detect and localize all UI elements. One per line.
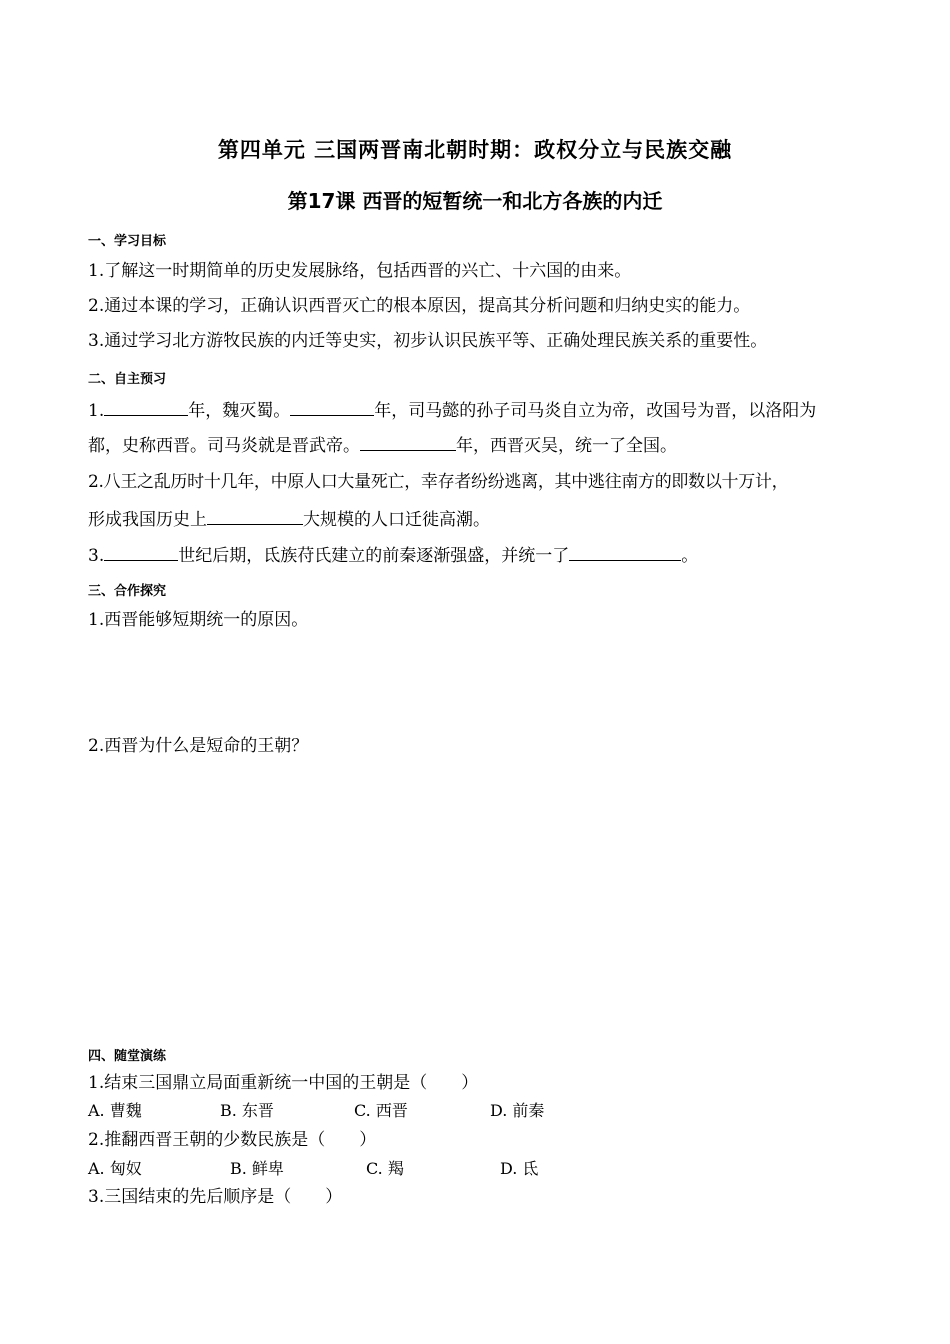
practice-question-2: 2.推翻西晋王朝的少数民族是（ ） <box>88 1130 377 1150</box>
explore-item: 2.西晋为什么是短命的王朝？ <box>88 736 309 756</box>
preview-question-2: 2.八王之乱历时十几年，中原人口大量死亡，幸存者纷纷逃离，其中逃往南方的即数以十万计， <box>88 472 789 492</box>
section-heading-explore: 三、合作探究 <box>88 584 167 599</box>
goal-item: 2.通过本课的学习，正确认识西晋灭亡的根本原因，提高其分析问题和归纳史实的能力。 <box>88 296 751 316</box>
option-b[interactable]: B. 鲜卑 <box>230 1159 284 1178</box>
question-text: 大规模的人口迁徙高潮。 <box>303 510 490 530</box>
section-heading-goals: 一、学习目标 <box>88 234 167 249</box>
explore-item: 1.西晋能够短期统一的原因。 <box>88 610 309 630</box>
question-number: 1. <box>88 401 105 421</box>
option-c[interactable]: C. 西晋 <box>354 1101 408 1120</box>
fill-blank[interactable] <box>104 397 188 416</box>
question-text: 世纪后期，氐族苻氏建立的前秦逐渐强盛，并统一了 <box>178 546 570 566</box>
goal-item: 3.通过学习北方游牧民族的内迁等史实，初步认识民族平等、正确处理民族关系的重要性。 <box>88 331 768 351</box>
unit-title: 第四单元 三国两晋南北朝时期：政权分立与民族交融 <box>217 138 733 162</box>
question-number: 3. <box>88 546 105 566</box>
preview-question-3 <box>88 542 698 568</box>
option-c[interactable]: C. 羯 <box>366 1159 404 1178</box>
question-text: 年，魏灭蜀。 <box>188 401 291 421</box>
question-text: 年，司马懿的孙子司马炎自立为帝，改国号为晋，以洛阳为 <box>374 401 817 421</box>
question-text: 都，史称西晋。司马炎就是晋武帝。 <box>88 436 360 456</box>
fill-blank[interactable] <box>569 542 681 561</box>
option-d[interactable]: D. 前秦 <box>490 1101 545 1120</box>
question-text: 形成我国历史上 <box>88 510 207 530</box>
preview-question-2-cont <box>88 506 490 532</box>
preview-question-1-cont <box>88 432 677 458</box>
option-a[interactable]: A. 曹魏 <box>88 1101 142 1120</box>
fill-blank[interactable] <box>104 542 178 561</box>
question-text: 年，西晋灭吴，统一了全国。 <box>456 436 677 456</box>
section-heading-preview: 二、自主预习 <box>88 372 167 387</box>
practice-question-1: 1.结束三国鼎立局面重新统一中国的王朝是（ ） <box>88 1073 479 1093</box>
preview-question-1 <box>88 397 816 423</box>
question-text: 。 <box>681 546 699 566</box>
lesson-title: 第17课 西晋的短暂统一和北方各族的内迁 <box>287 189 663 213</box>
fill-blank[interactable] <box>290 397 374 416</box>
section-heading-practice: 四、随堂演练 <box>88 1049 167 1064</box>
fill-blank[interactable] <box>207 506 303 525</box>
goal-item: 1.了解这一时期简单的历史发展脉络，包括西晋的兴亡、十六国的由来。 <box>88 261 632 281</box>
practice-question-3: 3.三国结束的先后顺序是（ ） <box>88 1187 343 1207</box>
fill-blank[interactable] <box>360 432 456 451</box>
option-a[interactable]: A. 匈奴 <box>88 1159 142 1178</box>
option-d[interactable]: D. 氐 <box>500 1159 539 1178</box>
option-b[interactable]: B. 东晋 <box>220 1101 274 1120</box>
